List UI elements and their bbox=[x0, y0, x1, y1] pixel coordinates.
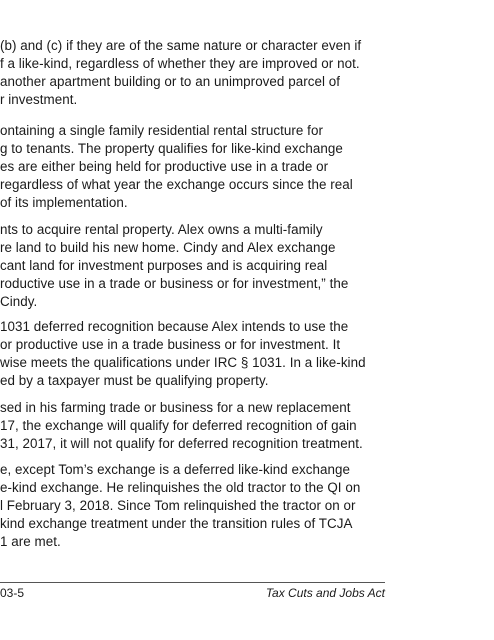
text-line: (b) and (c) if they are of the same nature or character even if bbox=[0, 38, 362, 53]
text-line: e, except Tom’s exchange is a deferred like-kind exchange bbox=[0, 462, 350, 477]
text-line: 17, the exchange will qualify for deferred recognition of gain bbox=[0, 418, 357, 433]
text-line: ontaining a single family residential rental structure for bbox=[0, 123, 323, 138]
text-line: re land to build his new home. Cindy and Alex exchange bbox=[0, 240, 336, 255]
text-line: 31, 2017, it will not qualify for deferred recognition treatment. bbox=[0, 436, 363, 451]
text-line: g to tenants. The property qualifies for like-kind exchange bbox=[0, 141, 343, 156]
text-line: or productive use in a trade business or for investment. It bbox=[0, 337, 341, 352]
text-line: roductive use in a trade or business or for investment,” the bbox=[0, 276, 349, 291]
paragraph-2 bbox=[0, 122, 420, 212]
text-line: Cindy. bbox=[0, 294, 38, 309]
text-line: kind exchange treatment under the transition rules of TCJA bbox=[0, 516, 353, 531]
text-line: nts to acquire rental property. Alex owns a multi-family bbox=[0, 222, 323, 237]
text-line: es are either being held for productive use in a trade or bbox=[0, 159, 329, 174]
footer-title: Tax Cuts and Jobs Act bbox=[265, 586, 385, 600]
text-line: e-kind exchange. He relinquishes the old tractor to the QI on bbox=[0, 480, 361, 495]
text-line: r investment. bbox=[0, 92, 78, 107]
footer-rule bbox=[0, 582, 385, 583]
text-line: cant land for investment purposes and is acquiring real bbox=[0, 258, 328, 273]
text-line: regardless of what year the exchange occurs since the real bbox=[0, 177, 353, 192]
text-line: ed by a taxpayer must be qualifying property. bbox=[0, 373, 269, 388]
paragraph-4 bbox=[0, 318, 420, 390]
paragraph-5 bbox=[0, 399, 420, 453]
text-line: of its implementation. bbox=[0, 195, 128, 210]
text-line: wise meets the qualifications under IRC § 1031. In a like-kind bbox=[0, 355, 366, 370]
paragraph-6 bbox=[0, 461, 420, 551]
paragraph-1 bbox=[0, 37, 420, 109]
text-line: l February 3, 2018. Since Tom relinquished the tractor on or bbox=[0, 498, 356, 513]
text-line: another apartment building or to an unimproved parcel of bbox=[0, 74, 341, 89]
text-line: sed in his farming trade or business for a new replacement bbox=[0, 400, 351, 415]
paragraph-3 bbox=[0, 221, 420, 311]
page-number: 03-5 bbox=[0, 586, 25, 600]
text-line: f a like-kind, regardless of whether they are improved or not. bbox=[0, 56, 360, 71]
text-line: 1 are met. bbox=[0, 534, 61, 549]
text-line: 1031 deferred recognition because Alex intends to use the bbox=[0, 319, 349, 334]
